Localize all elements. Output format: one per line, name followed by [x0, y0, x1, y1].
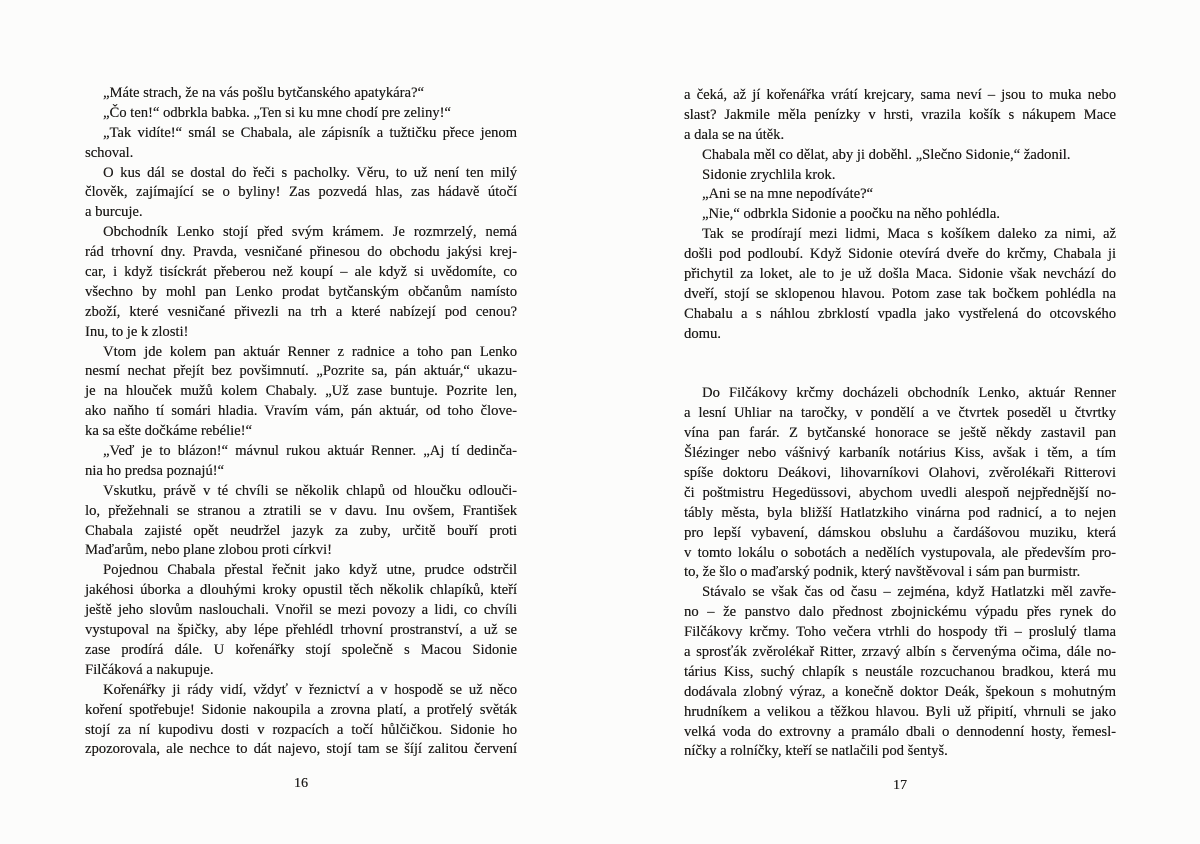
text-line: „Čo ten!“ odbrkla babka. „Ten si ku mne chodí pre zeliny!“ — [103, 104, 451, 121]
text-line: spíše doktoru Deákovi, lihovarníkovi Olahovi, zvěrolékaři Ritterovi — [684, 464, 1116, 481]
text-line: došli pod podloubí. Když Sidonie otevírá dveře do krčmy, Chabala ji — [684, 246, 1116, 263]
text-line: schoval. — [85, 144, 134, 161]
text-line: velká voda do extrovny a pramálo dbali o dennodenní hosty, řemesl- — [684, 723, 1116, 740]
text-line: a lesní Uhliar na taročky, v pondělí a ve čtvrtek poseděl u čtvrtky — [684, 405, 1116, 422]
text-line: či poštmistru Hegedüssovi, abychom uvedli alespoň nejpřednější no- — [684, 484, 1116, 501]
text-line: a sprosťák zvěrolékař Ritter, zrzavý albín s červenýma očima, dále no- — [684, 643, 1116, 660]
text-line: Sidonie zrychlila krok. — [702, 166, 836, 183]
paragraph — [684, 583, 1116, 762]
text-line: v tomto lokálu o sobotách a nedělích vystupovala, ale především pro- — [684, 544, 1116, 561]
text-line: O kus dál se dostal do řeči s pacholky. Věru, to už není ten milý — [103, 164, 517, 181]
text-line: zpozorovala, ale nechce to dát najevo, stojí tam se šíjí zalitou červení — [85, 741, 517, 758]
text-line: Vskutku, právě v té chvíli se několik chlapů od hloučku odlouči- — [103, 482, 517, 499]
paragraph — [85, 343, 517, 442]
paragraph — [684, 146, 1116, 166]
paragraph — [684, 185, 1116, 205]
text-line: a čeká, až jí kořenářka vrátí krejcary, sama neví – jsou to muka nebo — [684, 87, 1116, 103]
text-line: to, že šlo o maďarský podnik, který navštěvoval i sám pan burmistr. — [684, 564, 1081, 581]
text-line: vína pan farár. Z bytčanské honorace se ještě někdy zastavil pan — [684, 425, 1116, 442]
text-line: Pojednou Chabala přestal řečnit jako když utne, prudce odstrčil — [103, 562, 517, 579]
text-line: Obchodník Lenko stojí před svým krámem. Je rozmrzelý, nemá — [103, 224, 517, 241]
text-line: Inu, to je k zlosti! — [85, 323, 189, 340]
text-line: Chabala zajisté opět neudržel jazyk za zuby, určitě bouří proti — [85, 522, 517, 539]
text-line: níčky a rolníčky, kteří se natlačili pod šentyš. — [684, 743, 948, 760]
text-line: Vtom jde kolem pan aktuár Renner z radnice a toho pan Lenko — [103, 343, 517, 360]
text-line: Chabala měl co dělat, aby ji doběhl. „Slečno Sidonie,“ žadonil. — [702, 146, 1071, 163]
text-line: domu. — [684, 325, 721, 342]
paragraph — [684, 86, 1116, 146]
text-line: Filčáková a nakupuje. — [85, 661, 214, 678]
text-line: Maďarům, nebo plane zlobou proti církvi! — [85, 542, 332, 559]
text-line: hrudníkem a velikou a těžkou hlavou. Byli už připití, vhrnuli se jako — [684, 703, 1116, 720]
text-line: nia ho predsa poznajú!“ — [85, 462, 224, 479]
paragraph — [85, 84, 517, 104]
paragraph — [684, 225, 1116, 344]
text-line: dodávala zlobný výraz, a konečně doktor Deák, špekoun s mohutným — [684, 683, 1116, 700]
paragraph — [85, 223, 517, 342]
text-block — [684, 86, 1116, 762]
text-line: nesmí nechat přejít bez povšimnutí. „Pozrite sa, pán aktuár,“ ukazu- — [85, 363, 517, 380]
text-line: přichytil za loket, ale to je už došla Maca. Sidonie však nevchází do — [684, 266, 1116, 283]
text-line: Šlézinger nebo vášnivý karbaník notárius Kiss, avšak i těm, a tím — [684, 445, 1116, 462]
text-line: Tak se prodírají mezi lidmi, Maca s košíkem daleko za nimi, až — [702, 226, 1116, 243]
text-line: Chabalu a s náhlou zbrklostí vpadla jako vystřelená do otcovského — [684, 305, 1116, 322]
text-line: Kořenářky ji rády vidí, vždyť v řeznictví a v hospodě se už něco — [103, 681, 517, 698]
text-line: Filčákovy krčmy. Toho večera vtrhli do hospody tři – proslulý tlama — [684, 624, 1116, 641]
paragraph — [85, 482, 517, 562]
text-line: všechno by mohl pan Lenko prodat bytčanským občanům namísto — [85, 283, 517, 300]
text-line: stojí za ní kupodivu dosti v rozpacích a točí hůlčičkou. Sidonie ho — [85, 721, 517, 738]
page-left — [85, 84, 517, 824]
paragraph — [85, 681, 517, 761]
text-line: a burcuje. — [85, 204, 143, 221]
text-line: koření spotřebuje! Sidonie nakoupila a zrovna platí, a protřelý světák — [85, 701, 517, 718]
paragraph — [684, 384, 1116, 583]
paragraph — [85, 442, 517, 482]
text-line: „Ani se na mne nepodíváte?“ — [702, 186, 873, 203]
text-line: tárius Kiss, suchý chlapík s neustále rozcuchanou bradkou, která mu — [684, 663, 1116, 680]
text-line: ako naňho tí somári hladia. Vravím vám, pán aktuár, od toho člove- — [85, 403, 517, 420]
text-line: no – že panstvo dalo přednost zbojnickému výpadu přes rynek do — [684, 604, 1116, 621]
text-line: „Tak vidíte!“ smál se Chabala, ale zápisník a tužtičku přece jenom — [103, 124, 517, 141]
paragraph — [85, 124, 517, 164]
page-number: 16 — [294, 776, 308, 791]
text-line: pro lepší vybavení, dámskou obsluhu a čardášovou muziku, která — [684, 524, 1116, 541]
paragraph — [85, 561, 517, 680]
text-line: rád trhovní dny. Pravda, vesničané přinesou do obchodu jakýsi krej- — [85, 244, 517, 261]
text-line: jakéhosi úborka a dlouhými kroky opustil těch několik chlapíků, kteří — [85, 582, 517, 599]
text-line: car, i když tisíckrát přeberou než koupí – ale když si uvědomíte, co — [85, 264, 517, 281]
paragraph — [85, 164, 517, 224]
text-line: „Máte strach, že na vás pošlu bytčanského apatykára?“ — [103, 85, 424, 101]
text-line: lo, přežehnali se stranou a ztratili se v davu. Inu ovšem, František — [85, 502, 517, 519]
text-line: Do Filčákovy krčmy docházeli obchodník Lenko, aktuár Renner — [702, 385, 1116, 402]
text-line: a dala se na útěk. — [684, 126, 785, 143]
text-line: „Nie,“ odbrkla Sidonie a poočku na něho pohlédla. — [702, 206, 1000, 223]
text-block — [85, 84, 517, 760]
text-line: je na hlouček mužů kolem Chabaly. „Už zase buntuje. Pozrite len, — [85, 383, 517, 400]
text-line: zboží, které vesničané přivezli na trh a které nabízejí pod cenou? — [85, 303, 517, 320]
paragraph — [684, 205, 1116, 225]
text-line: člověk, zajímající se o byliny! Zas pozvedá hlas, zas hádavě útočí — [85, 184, 517, 201]
text-line: Stávalo se však čas od času – zejména, když Hatlatzki měl zavře- — [702, 584, 1116, 601]
page-number: 17 — [893, 778, 907, 793]
text-line: ka sa ešte dočkáme rebélie!“ — [85, 423, 252, 440]
page-right — [684, 86, 1116, 826]
text-line: ještě jeho slovům naslouchali. Vnořil se mezi povozy a lidi, co chvíli — [85, 602, 517, 619]
text-line: zase prodírá dále. U kořenářky stojí společně s Macou Sidonie — [85, 641, 517, 658]
text-line: tábly města, byla bližší Hatlatzkiho vinárna pod radnicí, a to nejen — [684, 504, 1116, 521]
text-line: dveří, stojí se sklopenou hlavou. Potom zase tak bočkem pohlédla na — [684, 285, 1116, 302]
text-line: vystupoval na špičky, aby lépe přehlédl trhovní prostranství, a už se — [85, 622, 517, 639]
text-line: slast? Jakmile měla penízky v hrsti, vrazila košík s nákupem Mace — [684, 106, 1116, 123]
paragraph — [684, 166, 1116, 186]
paragraph — [85, 104, 517, 124]
text-line: „Veď je to blázon!“ mávnul rukou aktuár Renner. „Aj tí dedinča- — [103, 443, 517, 460]
